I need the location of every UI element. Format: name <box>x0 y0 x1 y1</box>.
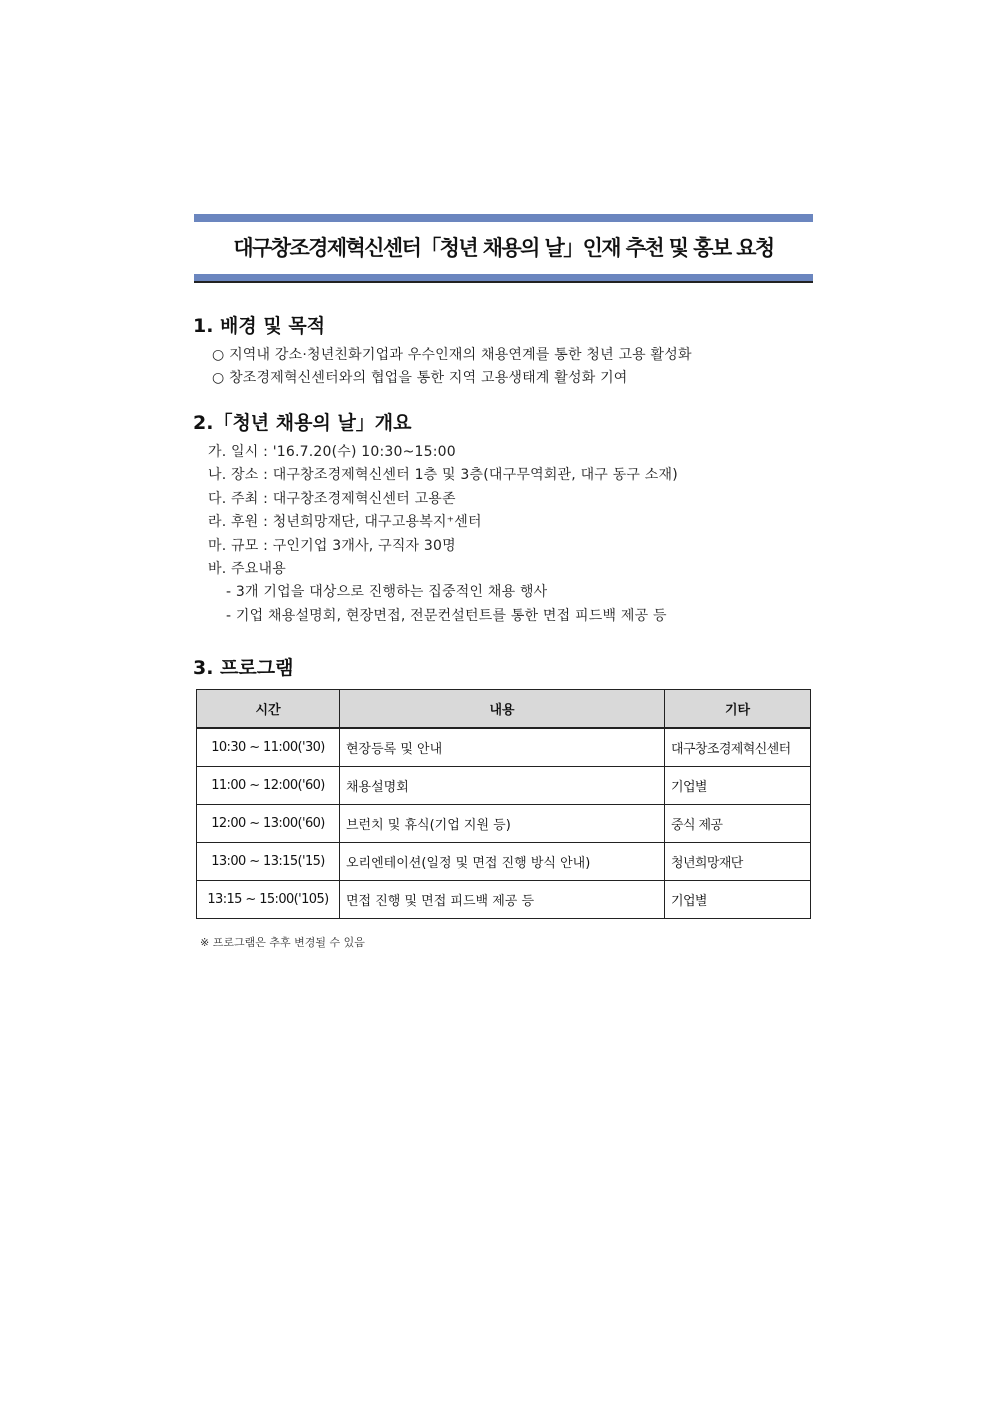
row-content: 면접 진행 및 면접 피드백 제공 등 <box>340 881 665 919</box>
column-header-content: 내용 <box>340 690 665 729</box>
section-2-subitem: - 기업 채용설명회, 현장면접, 전문컨설턴트를 통한 면접 피드백 제공 등 <box>226 608 667 624</box>
row-content: 오리엔테이션(일정 및 면접 진행 방식 안내) <box>340 843 665 881</box>
section-2-item-place: 나. 장소 : 대구창조경제혁신센터 1층 및 3층(대구무역회관, 대구 동구 소재) <box>208 467 678 483</box>
section-2-item-sponsor: 라. 후원 : 청년희망재단, 대구고용복지⁺센터 <box>208 514 482 530</box>
row-time: 13:15 ~ 15:00('105) <box>197 881 340 919</box>
document-title: 대구창조경제혁신센터「청년 채용의 날」인재 추천 및 홍보 요청 <box>233 236 774 260</box>
section-1-item: ○ 창조경제혁신센터와의 협업을 통한 지역 고용생태계 활성화 기여 <box>212 370 628 386</box>
table-header-row <box>197 690 811 729</box>
column-header-time: 시간 <box>197 690 340 729</box>
section-2-item-date: 가. 일시 : '16.7.20(수) 10:30~15:00 <box>208 444 456 460</box>
section-1-heading: 1. 배경 및 목적 <box>193 315 326 337</box>
row-time: 11:00 ~ 12:00('60) <box>197 767 340 805</box>
row-note: 기업별 <box>665 767 811 805</box>
row-time: 10:30 ~ 11:00('30) <box>197 728 340 767</box>
row-note: 청년희망재단 <box>665 843 811 881</box>
section-3-heading: 3. 프로그램 <box>193 657 294 679</box>
title-bar-bottom <box>194 274 813 283</box>
row-content: 현장등록 및 안내 <box>340 728 665 767</box>
column-header-note: 기타 <box>665 690 811 729</box>
row-time: 13:00 ~ 13:15('15) <box>197 843 340 881</box>
section-2-item-contents: 바. 주요내용 <box>208 561 286 577</box>
row-content: 채용설명회 <box>340 767 665 805</box>
title-bar-top <box>194 214 813 222</box>
row-note: 중식 제공 <box>665 805 811 843</box>
row-note: 대구창조경제혁신센터 <box>665 728 811 767</box>
title-banner <box>194 214 813 283</box>
table-row <box>197 881 811 919</box>
table-row <box>197 728 811 767</box>
row-time: 12:00 ~ 13:00('60) <box>197 805 340 843</box>
program-footnote: ※ 프로그램은 추후 변경될 수 있음 <box>200 936 365 949</box>
section-2-subitem: - 3개 기업을 대상으로 진행하는 집중적인 채용 행사 <box>226 584 548 600</box>
table-row <box>197 805 811 843</box>
section-2-heading: 2.「청년 채용의 날」개요 <box>193 412 412 434</box>
program-table <box>196 689 811 919</box>
row-content: 브런치 및 휴식(기업 지원 등) <box>340 805 665 843</box>
table-row <box>197 843 811 881</box>
section-1-item: ○ 지역내 강소·청년친화기업과 우수인재의 채용연계를 통한 청년 고용 활성화 <box>212 347 692 363</box>
row-note: 기업별 <box>665 881 811 919</box>
section-2-item-host: 다. 주최 : 대구창조경제혁신센터 고용존 <box>208 491 456 507</box>
table-row <box>197 767 811 805</box>
section-2-item-scale: 마. 규모 : 구인기업 3개사, 구직자 30명 <box>208 538 456 554</box>
